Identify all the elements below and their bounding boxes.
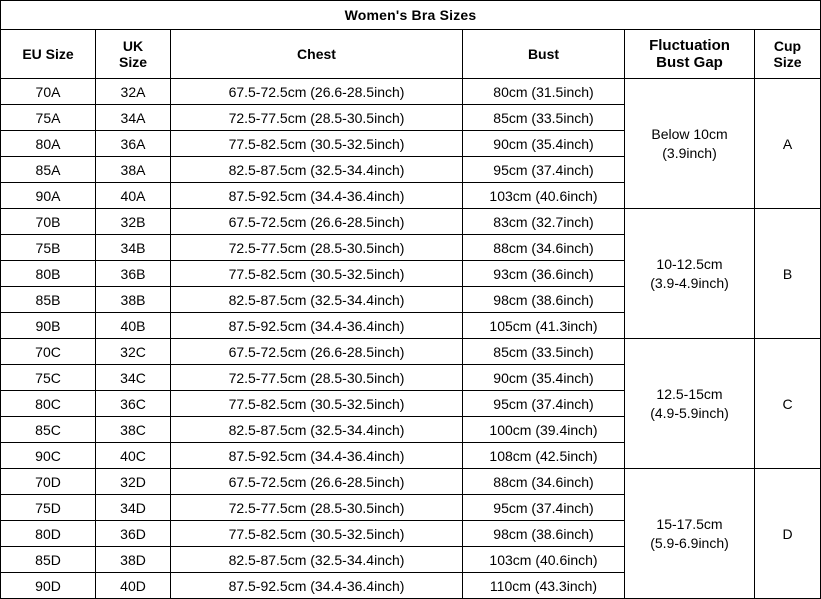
- cell-bust: 110cm (43.3inch): [463, 573, 625, 599]
- fluctuation-line2: (3.9-4.9inch): [650, 274, 729, 291]
- cell-eu-size: 90C: [1, 443, 96, 469]
- fluctuation-line1: Below 10cm: [651, 125, 728, 142]
- cell-uk-size: 32C: [96, 339, 171, 365]
- cell-cup-size: A: [755, 79, 821, 209]
- fluctuation-line1: 15-17.5cm: [656, 515, 723, 532]
- column-header-cup-size-line2: Size: [773, 54, 802, 70]
- cell-eu-size: 85C: [1, 417, 96, 443]
- cell-eu-size: 85B: [1, 287, 96, 313]
- cell-bust: 108cm (42.5inch): [463, 443, 625, 469]
- cell-chest: 82.5-87.5cm (32.5-34.4inch): [171, 417, 463, 443]
- cell-eu-size: 85A: [1, 157, 96, 183]
- page-title: Women's Bra Sizes: [1, 1, 821, 30]
- cell-chest: 82.5-87.5cm (32.5-34.4inch): [171, 157, 463, 183]
- cell-chest: 82.5-87.5cm (32.5-34.4inch): [171, 547, 463, 573]
- cell-bust: 103cm (40.6inch): [463, 183, 625, 209]
- cell-chest: 72.5-77.5cm (28.5-30.5inch): [171, 495, 463, 521]
- cell-uk-size: 36A: [96, 131, 171, 157]
- cell-eu-size: 80B: [1, 261, 96, 287]
- cell-eu-size: 90D: [1, 573, 96, 599]
- cell-chest: 77.5-82.5cm (30.5-32.5inch): [171, 261, 463, 287]
- cell-eu-size: 70D: [1, 469, 96, 495]
- cell-chest: 67.5-72.5cm (26.6-28.5inch): [171, 469, 463, 495]
- cell-cup-size: D: [755, 469, 821, 599]
- cell-fluctuation-bust-gap: [625, 469, 755, 599]
- cell-eu-size: 80D: [1, 521, 96, 547]
- cell-bust: 85cm (33.5inch): [463, 105, 625, 131]
- cell-bust: 98cm (38.6inch): [463, 287, 625, 313]
- column-header-eu-size: EU Size: [1, 30, 96, 79]
- cell-eu-size: 90B: [1, 313, 96, 339]
- column-header-cup-size: [755, 30, 821, 79]
- fluctuation-line2: (4.9-5.9inch): [650, 404, 729, 421]
- cell-fluctuation-bust-gap: [625, 339, 755, 469]
- cell-bust: 83cm (32.7inch): [463, 209, 625, 235]
- fluctuation-line1: 10-12.5cm: [656, 255, 723, 272]
- table-row: [1, 339, 821, 365]
- cell-uk-size: 32D: [96, 469, 171, 495]
- cell-chest: 77.5-82.5cm (30.5-32.5inch): [171, 131, 463, 157]
- cell-eu-size: 70C: [1, 339, 96, 365]
- column-header-uk-size: [96, 30, 171, 79]
- cell-uk-size: 36C: [96, 391, 171, 417]
- table-row: [1, 469, 821, 495]
- cell-eu-size: 75C: [1, 365, 96, 391]
- cell-uk-size: 38B: [96, 287, 171, 313]
- header-row: [1, 30, 821, 79]
- cell-chest: 72.5-77.5cm (28.5-30.5inch): [171, 105, 463, 131]
- column-header-uk-size-line2: Size: [118, 54, 147, 70]
- cell-eu-size: 70A: [1, 79, 96, 105]
- cell-uk-size: 36D: [96, 521, 171, 547]
- cell-chest: 87.5-92.5cm (34.4-36.4inch): [171, 573, 463, 599]
- column-header-cup-size-line1: Cup: [773, 37, 802, 54]
- cell-bust: 95cm (37.4inch): [463, 391, 625, 417]
- cell-bust: 88cm (34.6inch): [463, 469, 625, 495]
- cell-uk-size: 40A: [96, 183, 171, 209]
- table-row: [1, 209, 821, 235]
- title-row: [1, 1, 821, 30]
- cell-cup-size: B: [755, 209, 821, 339]
- cell-eu-size: 75A: [1, 105, 96, 131]
- cell-uk-size: 40D: [96, 573, 171, 599]
- fluctuation-line2: (3.9inch): [662, 144, 717, 161]
- cell-chest: 87.5-92.5cm (34.4-36.4inch): [171, 443, 463, 469]
- cell-uk-size: 40C: [96, 443, 171, 469]
- cell-uk-size: 38C: [96, 417, 171, 443]
- cell-bust: 93cm (36.6inch): [463, 261, 625, 287]
- cell-eu-size: 75D: [1, 495, 96, 521]
- cell-uk-size: 34B: [96, 235, 171, 261]
- cell-uk-size: 32B: [96, 209, 171, 235]
- cell-eu-size: 70B: [1, 209, 96, 235]
- cell-chest: 82.5-87.5cm (32.5-34.4inch): [171, 287, 463, 313]
- cell-bust: 95cm (37.4inch): [463, 495, 625, 521]
- cell-bust: 105cm (41.3inch): [463, 313, 625, 339]
- cell-chest: 67.5-72.5cm (26.6-28.5inch): [171, 79, 463, 105]
- cell-eu-size: 80A: [1, 131, 96, 157]
- column-header-fluctuation-line2: Bust Gap: [656, 54, 723, 71]
- cell-bust: 95cm (37.4inch): [463, 157, 625, 183]
- column-header-bust: Bust: [463, 30, 625, 79]
- cell-fluctuation-bust-gap: [625, 79, 755, 209]
- cell-bust: 100cm (39.4inch): [463, 417, 625, 443]
- cell-uk-size: 38D: [96, 547, 171, 573]
- table-row: [1, 79, 821, 105]
- cell-bust: 90cm (35.4inch): [463, 131, 625, 157]
- cell-uk-size: 34C: [96, 365, 171, 391]
- cell-eu-size: 80C: [1, 391, 96, 417]
- column-header-chest: Chest: [171, 30, 463, 79]
- cell-uk-size: 36B: [96, 261, 171, 287]
- cell-uk-size: 32A: [96, 79, 171, 105]
- cell-eu-size: 90A: [1, 183, 96, 209]
- cell-chest: 72.5-77.5cm (28.5-30.5inch): [171, 235, 463, 261]
- cell-chest: 67.5-72.5cm (26.6-28.5inch): [171, 209, 463, 235]
- cell-chest: 67.5-72.5cm (26.6-28.5inch): [171, 339, 463, 365]
- cell-chest: 87.5-92.5cm (34.4-36.4inch): [171, 183, 463, 209]
- column-header-fluctuation-bust-gap: [625, 30, 755, 79]
- cell-uk-size: 34A: [96, 105, 171, 131]
- cell-chest: 72.5-77.5cm (28.5-30.5inch): [171, 365, 463, 391]
- cell-chest: 87.5-92.5cm (34.4-36.4inch): [171, 313, 463, 339]
- column-header-fluctuation-line1: Fluctuation: [649, 36, 730, 54]
- fluctuation-line1: 12.5-15cm: [656, 385, 723, 402]
- cell-bust: 88cm (34.6inch): [463, 235, 625, 261]
- fluctuation-line2: (5.9-6.9inch): [650, 534, 729, 551]
- column-header-uk-size-line1: UK: [122, 37, 144, 54]
- cell-uk-size: 34D: [96, 495, 171, 521]
- cell-bust: 90cm (35.4inch): [463, 365, 625, 391]
- cell-cup-size: C: [755, 339, 821, 469]
- cell-chest: 77.5-82.5cm (30.5-32.5inch): [171, 521, 463, 547]
- cell-bust: 103cm (40.6inch): [463, 547, 625, 573]
- cell-chest: 77.5-82.5cm (30.5-32.5inch): [171, 391, 463, 417]
- cell-uk-size: 38A: [96, 157, 171, 183]
- cell-bust: 80cm (31.5inch): [463, 79, 625, 105]
- cell-bust: 98cm (38.6inch): [463, 521, 625, 547]
- cell-fluctuation-bust-gap: [625, 209, 755, 339]
- cell-uk-size: 40B: [96, 313, 171, 339]
- cell-eu-size: 75B: [1, 235, 96, 261]
- cell-bust: 85cm (33.5inch): [463, 339, 625, 365]
- cell-eu-size: 85D: [1, 547, 96, 573]
